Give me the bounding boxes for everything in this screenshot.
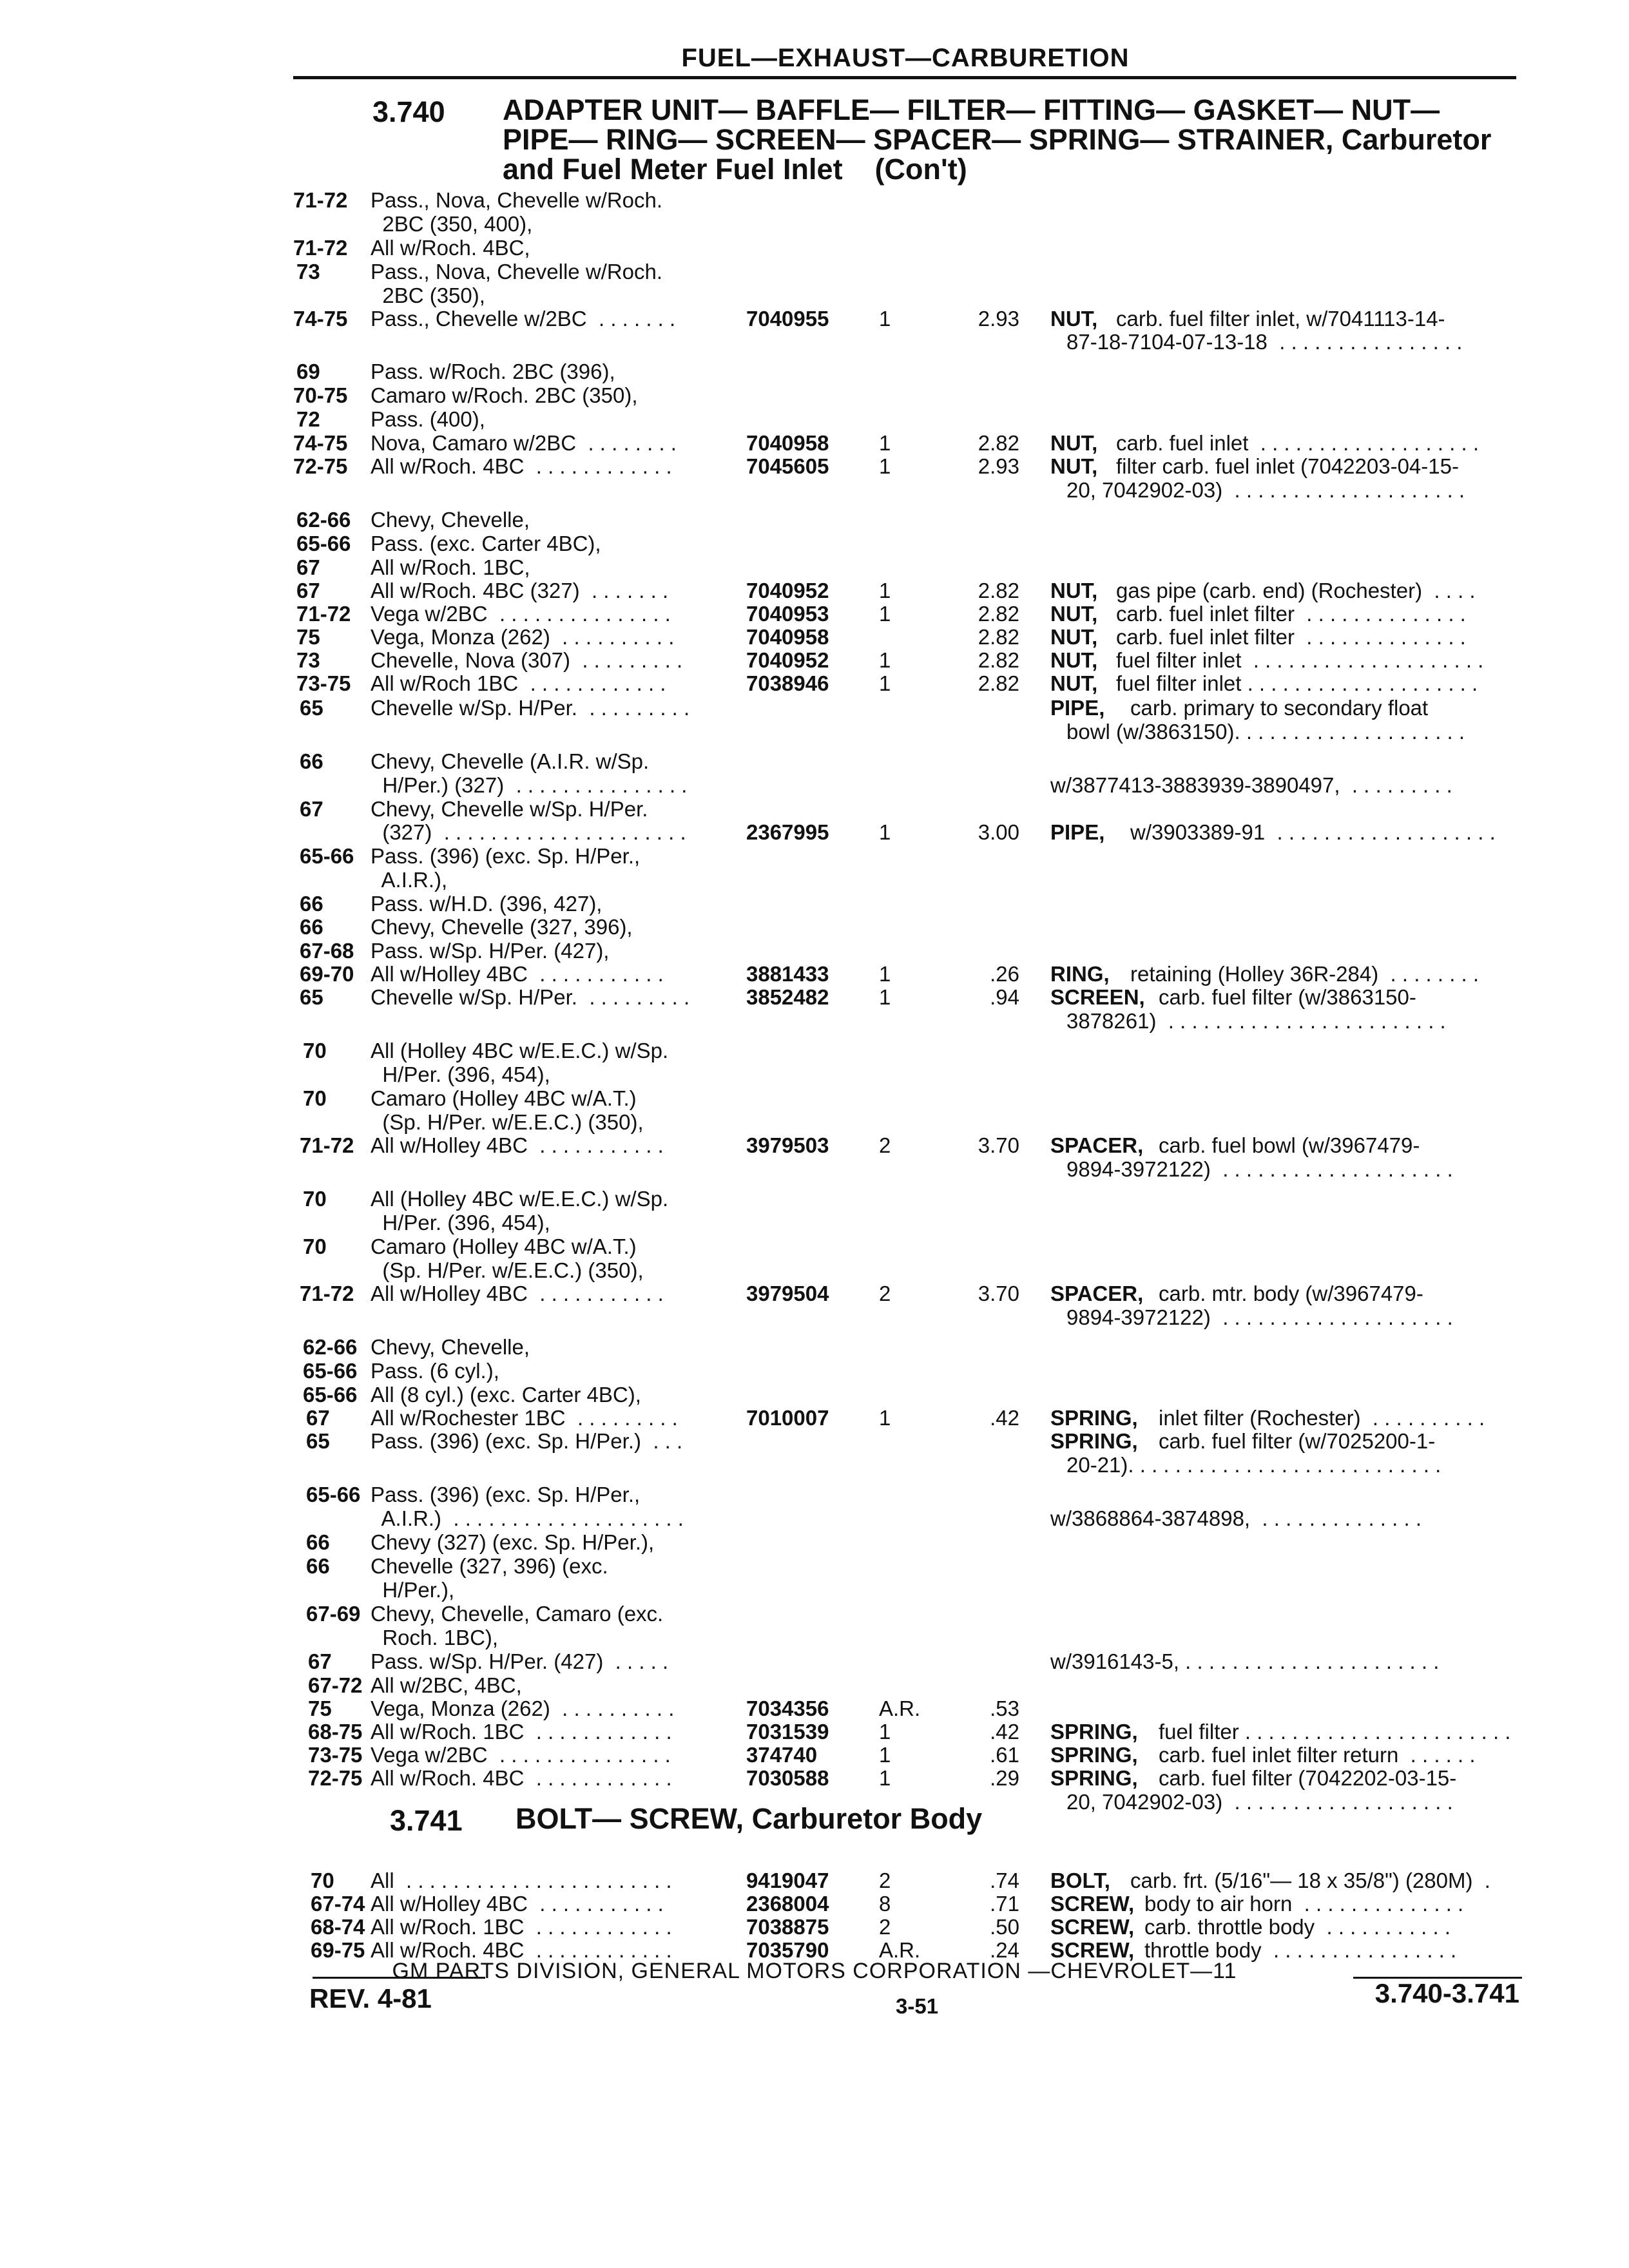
part-number: 7034356 [746, 1696, 829, 1720]
part-name: PIPE, [1050, 820, 1105, 844]
price: 2.82 [978, 625, 1019, 649]
model-year: 65 [300, 985, 323, 1009]
model-year: 75 [296, 625, 320, 649]
part-description: carb. fuel filter (w/3863150- [1159, 985, 1416, 1009]
quantity: 1 [879, 1720, 891, 1744]
part-name: SPACER, [1050, 1133, 1144, 1157]
application: Roch. 1BC), [371, 1626, 499, 1649]
application: Pass., Chevelle w/2BC . . . . . . . [371, 307, 676, 331]
application: All . . . . . . . . . . . . . . . . . . . . . . . [371, 1869, 672, 1892]
price: .42 [990, 1406, 1019, 1430]
part-name: PIPE, [1050, 696, 1105, 720]
application: Pass. w/Sp. H/Per. (427), [371, 939, 610, 963]
application: H/Per.) (327) . . . . . . . . . . . . . . . [371, 773, 688, 797]
quantity: 1 [879, 671, 891, 695]
model-year: 70 [303, 1039, 327, 1062]
price: .71 [990, 1892, 1019, 1916]
application: All w/Roch. 4BC . . . . . . . . . . . . [371, 1766, 672, 1790]
model-year: 69-75 [311, 1938, 365, 1962]
application: H/Per. (396, 454), [371, 1062, 550, 1086]
model-year: 67 [306, 1406, 330, 1430]
quantity: 2 [879, 1869, 891, 1892]
part-description-cont: 20-21). . . . . . . . . . . . . . . . . . . . . . . . . . . [1066, 1453, 1441, 1477]
model-year: 62-66 [303, 1335, 358, 1359]
application: Pass. w/Sp. H/Per. (427) . . . . . [371, 1649, 669, 1673]
header-rule [293, 76, 1516, 79]
model-year: 65-66 [303, 1359, 358, 1383]
application: All (Holley 4BC w/E.E.C.) w/Sp. [371, 1039, 669, 1062]
part-number: 7040955 [746, 307, 829, 331]
model-year: 74-75 [293, 307, 348, 331]
application: Vega, Monza (262) . . . . . . . . . . [371, 625, 675, 649]
application: Camaro w/Roch. 2BC (350), [371, 383, 638, 407]
part-number: 7040952 [746, 579, 829, 602]
model-year: 66 [306, 1530, 330, 1554]
part-description: inlet filter (Rochester) . . . . . . . . . . [1159, 1406, 1485, 1430]
price: .50 [990, 1915, 1019, 1939]
model-year: 67 [296, 579, 320, 602]
part-description: carb. fuel inlet . . . . . . . . . . . . . . . . . . . [1116, 431, 1480, 455]
quantity: 8 [879, 1892, 891, 1916]
part-name: SPRING, [1050, 1766, 1138, 1790]
application: Nova, Camaro w/2BC . . . . . . . . [371, 431, 677, 455]
application: All w/Roch. 4BC, [371, 236, 530, 260]
part-name: BOLT, [1050, 1869, 1110, 1892]
model-year: 70 [303, 1187, 327, 1211]
part-description-cont: 20, 7042902-03) . . . . . . . . . . . . . . . . . . . [1066, 1790, 1453, 1814]
application: Pass., Nova, Chevelle w/Roch. [371, 188, 663, 212]
model-year: 69-70 [300, 962, 354, 986]
price: .42 [990, 1720, 1019, 1744]
section-title-line: and Fuel Meter Fuel Inlet (Con't) [503, 153, 967, 186]
model-year: 75 [308, 1696, 332, 1720]
application: Chevy, Chevelle, [371, 1335, 530, 1359]
part-description: fuel filter inlet . . . . . . . . . . . . . . . . . . . . [1116, 671, 1478, 695]
part-number: 3852482 [746, 985, 829, 1009]
model-year: 70 [303, 1235, 327, 1258]
part-name: NUT, [1050, 671, 1098, 695]
application: A.I.R.), [371, 868, 448, 892]
part-number: 7040952 [746, 648, 829, 672]
part-description-cont: 3878261) . . . . . . . . . . . . . . . . . . . . . . . . [1066, 1009, 1446, 1033]
part-number: 7030588 [746, 1766, 829, 1790]
application: H/Per. (396, 454), [371, 1211, 550, 1235]
model-year: 68-74 [311, 1915, 365, 1939]
application: All w/Rochester 1BC . . . . . . . . . [371, 1406, 678, 1430]
part-name: NUT, [1050, 431, 1098, 455]
part-name: SPRING, [1050, 1720, 1138, 1744]
application: Chevy, Chevelle (327, 396), [371, 915, 633, 939]
footer-text: GM PARTS DIVISION, GENERAL MOTORS CORPORATION —CHEVROLET—11 [392, 1959, 1237, 1983]
application: All (Holley 4BC w/E.E.C.) w/Sp. [371, 1187, 669, 1211]
part-description: carb. fuel filter inlet, w/7041113-14- [1116, 307, 1445, 331]
section-number: 3.740 [372, 95, 445, 128]
part-name: SPRING, [1050, 1429, 1138, 1453]
application: Pass. (6 cyl.), [371, 1359, 499, 1383]
page-number: 3-51 [896, 1994, 939, 2018]
application: Pass. (396) (exc. Sp. H/Per., [371, 1483, 641, 1506]
quantity: 2 [879, 1133, 891, 1157]
part-description: carb. fuel bowl (w/3967479- [1159, 1133, 1420, 1157]
model-year: 65-66 [303, 1383, 358, 1407]
part-name: SCREEN, [1050, 985, 1145, 1009]
model-year: 73-75 [308, 1743, 363, 1767]
application: Chevy, Chevelle w/Sp. H/Per. [371, 797, 648, 821]
part-description: carb. fuel inlet filter . . . . . . . . . . . . . . [1116, 602, 1466, 626]
part-description: gas pipe (carb. end) (Rochester) . . . . [1116, 579, 1476, 602]
model-year: 67-68 [300, 939, 354, 963]
model-year: 67 [300, 797, 323, 821]
part-number: 7038875 [746, 1915, 829, 1939]
quantity: 2 [879, 1282, 891, 1305]
quantity: 1 [879, 431, 891, 455]
quantity: 1 [879, 820, 891, 844]
application: All w/Holley 4BC . . . . . . . . . . . [371, 1282, 664, 1305]
application: Chevelle w/Sp. H/Per. . . . . . . . . . [371, 985, 690, 1009]
quantity: 1 [879, 1743, 891, 1767]
part-name: SPRING, [1050, 1406, 1138, 1430]
model-year: 72-75 [293, 454, 348, 478]
part-name: NUT, [1050, 307, 1098, 331]
model-year: 65 [300, 696, 323, 720]
part-description: carb. frt. (5/16"— 18 x 35/8") (280M) . [1130, 1869, 1490, 1892]
part-name: RING, [1050, 962, 1110, 986]
application: 2BC (350, 400), [371, 212, 533, 236]
application: Pass. w/H.D. (396, 427), [371, 892, 602, 916]
quantity: 1 [879, 962, 891, 986]
application: Vega w/2BC . . . . . . . . . . . . . . . [371, 1743, 671, 1767]
price: .53 [990, 1696, 1019, 1720]
price: .74 [990, 1869, 1019, 1892]
application: Chevelle, Nova (307) . . . . . . . . . [371, 648, 683, 672]
part-name: SPACER, [1050, 1282, 1144, 1305]
part-description-cont: 9894-3972122) . . . . . . . . . . . . . . . . . . . . [1066, 1157, 1453, 1181]
application: Vega, Monza (262) . . . . . . . . . . [371, 1696, 675, 1720]
part-description: filter carb. fuel inlet (7042203-04-15- [1116, 454, 1459, 478]
model-year: 67 [308, 1649, 332, 1673]
section-range: 3.740-3.741 [1374, 1978, 1519, 2008]
quantity: 1 [879, 454, 891, 478]
quantity: 1 [879, 579, 891, 602]
application: All w/Roch. 4BC . . . . . . . . . . . . [371, 454, 672, 478]
part-number: 2368004 [746, 1892, 829, 1916]
quantity: 1 [879, 602, 891, 626]
price: 2.82 [978, 579, 1019, 602]
application: Pass. (exc. Carter 4BC), [371, 532, 601, 555]
model-year: 71-72 [293, 236, 348, 260]
price: .26 [990, 962, 1019, 986]
application: Pass. (396) (exc. Sp. H/Per.) . . . [371, 1429, 683, 1453]
price: 2.82 [978, 671, 1019, 695]
model-year: 72-75 [308, 1766, 363, 1790]
application: All w/Holley 4BC . . . . . . . . . . . [371, 962, 664, 986]
application: Pass. (396) (exc. Sp. H/Per., [371, 844, 641, 868]
price: 2.82 [978, 602, 1019, 626]
quantity: 1 [879, 307, 891, 331]
model-year: 65 [306, 1429, 330, 1453]
part-name: NUT, [1050, 454, 1098, 478]
application: Chevelle w/Sp. H/Per. . . . . . . . . . [371, 696, 690, 720]
part-description: carb. fuel inlet filter . . . . . . . . . . . . . . [1116, 625, 1466, 649]
part-number: 7031539 [746, 1720, 829, 1744]
model-year: 71-72 [300, 1133, 354, 1157]
quantity: A.R. [879, 1938, 921, 1962]
model-year: 67-69 [306, 1602, 361, 1626]
quantity: 1 [879, 1766, 891, 1790]
price: 3.00 [978, 820, 1019, 844]
section-title [503, 95, 1491, 184]
application: Chevy, Chevelle, [371, 508, 530, 532]
price: .24 [990, 1938, 1019, 1962]
part-number: 374740 [746, 1743, 818, 1767]
application: All w/2BC, 4BC, [371, 1673, 522, 1697]
part-description: fuel filter inlet . . . . . . . . . . . . . . . . . . . . [1116, 648, 1484, 672]
model-year: 66 [300, 915, 323, 939]
part-name: NUT, [1050, 602, 1098, 626]
application: All w/Holley 4BC . . . . . . . . . . . [371, 1133, 664, 1157]
model-year: 66 [300, 892, 323, 916]
model-year: 67 [296, 555, 320, 579]
part-number: 2367995 [746, 820, 829, 844]
model-year: 73 [296, 648, 320, 672]
part-number: 7035790 [746, 1938, 829, 1962]
model-year: 71-72 [296, 602, 351, 626]
model-year: 72 [296, 407, 320, 431]
price: 2.82 [978, 648, 1019, 672]
price: 3.70 [978, 1282, 1019, 1305]
application: A.I.R.) . . . . . . . . . . . . . . . . . . . . [371, 1506, 684, 1530]
application: Pass. (400), [371, 407, 485, 431]
quantity: 1 [879, 1406, 891, 1430]
revision-label: REV. 4-81 [309, 1983, 432, 2013]
price: .61 [990, 1743, 1019, 1767]
model-year: 66 [306, 1554, 330, 1578]
part-number: 3881433 [746, 962, 829, 986]
price: 3.70 [978, 1133, 1019, 1157]
model-year: 65-66 [296, 532, 351, 555]
application: Camaro (Holley 4BC w/A.T.) [371, 1235, 637, 1258]
part-description-cont: bowl (w/3863150). . . . . . . . . . . . . . . . . . . . [1066, 720, 1465, 744]
part-number: 9419047 [746, 1869, 829, 1892]
section-number: 3.741 [390, 1804, 463, 1837]
application: Pass., Nova, Chevelle w/Roch. [371, 260, 663, 284]
part-description: carb. fuel filter (w/7025200-1- [1159, 1429, 1436, 1453]
part-name: NUT, [1050, 648, 1098, 672]
application: (327) . . . . . . . . . . . . . . . . . . . . . [371, 820, 686, 844]
part-number: 3979503 [746, 1133, 829, 1157]
part-description: carb. mtr. body (w/3967479- [1159, 1282, 1423, 1305]
model-year: 67-74 [311, 1892, 365, 1916]
application: All w/Roch. 4BC . . . . . . . . . . . . [371, 1938, 672, 1962]
application: 2BC (350), [371, 284, 485, 307]
model-year: 71-72 [300, 1282, 354, 1305]
part-description: carb. fuel filter (7042202-03-15- [1159, 1766, 1457, 1790]
model-year: 70-75 [293, 383, 348, 407]
quantity: 2 [879, 1915, 891, 1939]
part-number: 3979504 [746, 1282, 829, 1305]
model-year: 65-66 [300, 844, 354, 868]
section-title: BOLT— SCREW, Carburetor Body [516, 1802, 983, 1835]
application: (Sp. H/Per. w/E.E.C.) (350), [371, 1258, 644, 1282]
price: 2.82 [978, 431, 1019, 455]
part-name: NUT, [1050, 579, 1098, 602]
part-description: throttle body . . . . . . . . . . . . . . . . [1144, 1938, 1457, 1962]
part-name: SCREW, [1050, 1892, 1135, 1916]
quantity: A.R. [879, 1696, 921, 1720]
part-description-cont: 9894-3972122) . . . . . . . . . . . . . . . . . . . . [1066, 1305, 1453, 1329]
application: All w/Holley 4BC . . . . . . . . . . . [371, 1892, 664, 1916]
model-year: 66 [300, 749, 323, 773]
part-name: SCREW, [1050, 1938, 1135, 1962]
section-title-line: ADAPTER UNIT— BAFFLE— FILTER— FITTING— GASKET— NUT— [503, 93, 1440, 126]
model-year: 74-75 [293, 431, 348, 455]
part-number: 7038946 [746, 671, 829, 695]
application: All (8 cyl.) (exc. Carter 4BC), [371, 1383, 641, 1407]
application: All w/Roch. 1BC . . . . . . . . . . . . [371, 1720, 672, 1744]
part-number: 7010007 [746, 1406, 829, 1430]
application: All w/Roch. 1BC . . . . . . . . . . . . [371, 1915, 672, 1939]
part-description: carb. primary to secondary float [1130, 696, 1429, 720]
part-number: 7045605 [746, 454, 829, 478]
section-title-line: PIPE— RING— SCREEN— SPACER— SPRING— STRAINER, Carburetor [503, 123, 1492, 156]
part-description: carb. throttle body . . . . . . . . . . . [1144, 1915, 1451, 1939]
model-year: 65-66 [306, 1483, 361, 1506]
model-year: 67-72 [308, 1673, 363, 1697]
part-description-cont: 87-18-7104-07-13-18 . . . . . . . . . . . . . . . . [1066, 330, 1463, 354]
part-description-cont: w/3868864-3874898, . . . . . . . . . . . . . . [1050, 1506, 1422, 1530]
part-name: NUT, [1050, 625, 1098, 649]
model-year: 71-72 [293, 188, 348, 212]
part-number: 7040953 [746, 602, 829, 626]
application: Chevy, Chevelle (A.I.R. w/Sp. [371, 749, 650, 773]
price: 2.93 [978, 454, 1019, 478]
part-description: carb. fuel inlet filter return . . . . . . [1159, 1743, 1476, 1767]
part-description: fuel filter . . . . . . . . . . . . . . . . . . . . . . . [1159, 1720, 1511, 1744]
model-year: 70 [311, 1869, 334, 1892]
application: Camaro (Holley 4BC w/A.T.) [371, 1086, 637, 1110]
price: .29 [990, 1766, 1019, 1790]
application: Vega w/2BC . . . . . . . . . . . . . . . [371, 602, 671, 626]
model-year: 73 [296, 260, 320, 284]
model-year: 70 [303, 1086, 327, 1110]
part-description: retaining (Holley 36R-284) . . . . . . . . [1130, 962, 1480, 986]
application: All w/Roch 1BC . . . . . . . . . . . . [371, 671, 666, 695]
part-description-cont: w/3877413-3883939-3890497, . . . . . . . . . [1050, 773, 1452, 797]
part-description: w/3903389-91 . . . . . . . . . . . . . . . . . . . [1130, 820, 1496, 844]
model-year: 68-75 [308, 1720, 363, 1744]
application: Chevelle (327, 396) (exc. [371, 1554, 608, 1578]
part-number: 7040958 [746, 431, 829, 455]
part-number: 7040958 [746, 625, 829, 649]
part-description: body to air horn . . . . . . . . . . . . . . [1144, 1892, 1464, 1916]
model-year: 62-66 [296, 508, 351, 532]
part-description-cont: w/3916143-5, . . . . . . . . . . . . . . . . . . . . . . [1050, 1649, 1440, 1673]
quantity: 1 [879, 648, 891, 672]
application: Pass. w/Roch. 2BC (396), [371, 360, 615, 383]
application: All w/Roch. 4BC (327) . . . . . . . [371, 579, 669, 602]
model-year: 73-75 [296, 671, 351, 695]
application: Chevy (327) (exc. Sp. H/Per.), [371, 1530, 655, 1554]
application: Chevy, Chevelle, Camaro (exc. [371, 1602, 664, 1626]
price: 2.93 [978, 307, 1019, 331]
quantity: 1 [879, 985, 891, 1009]
model-year: 69 [296, 360, 320, 383]
part-name: SCREW, [1050, 1915, 1135, 1939]
application: (Sp. H/Per. w/E.E.C.) (350), [371, 1110, 644, 1134]
page-header: FUEL—EXHAUST—CARBURETION [681, 44, 1130, 72]
price: .94 [990, 985, 1019, 1009]
application: All w/Roch. 1BC, [371, 555, 530, 579]
part-description-cont: 20, 7042902-03) . . . . . . . . . . . . . . . . . . . . [1066, 478, 1465, 502]
part-name: SPRING, [1050, 1743, 1138, 1767]
application: H/Per.), [371, 1578, 455, 1602]
